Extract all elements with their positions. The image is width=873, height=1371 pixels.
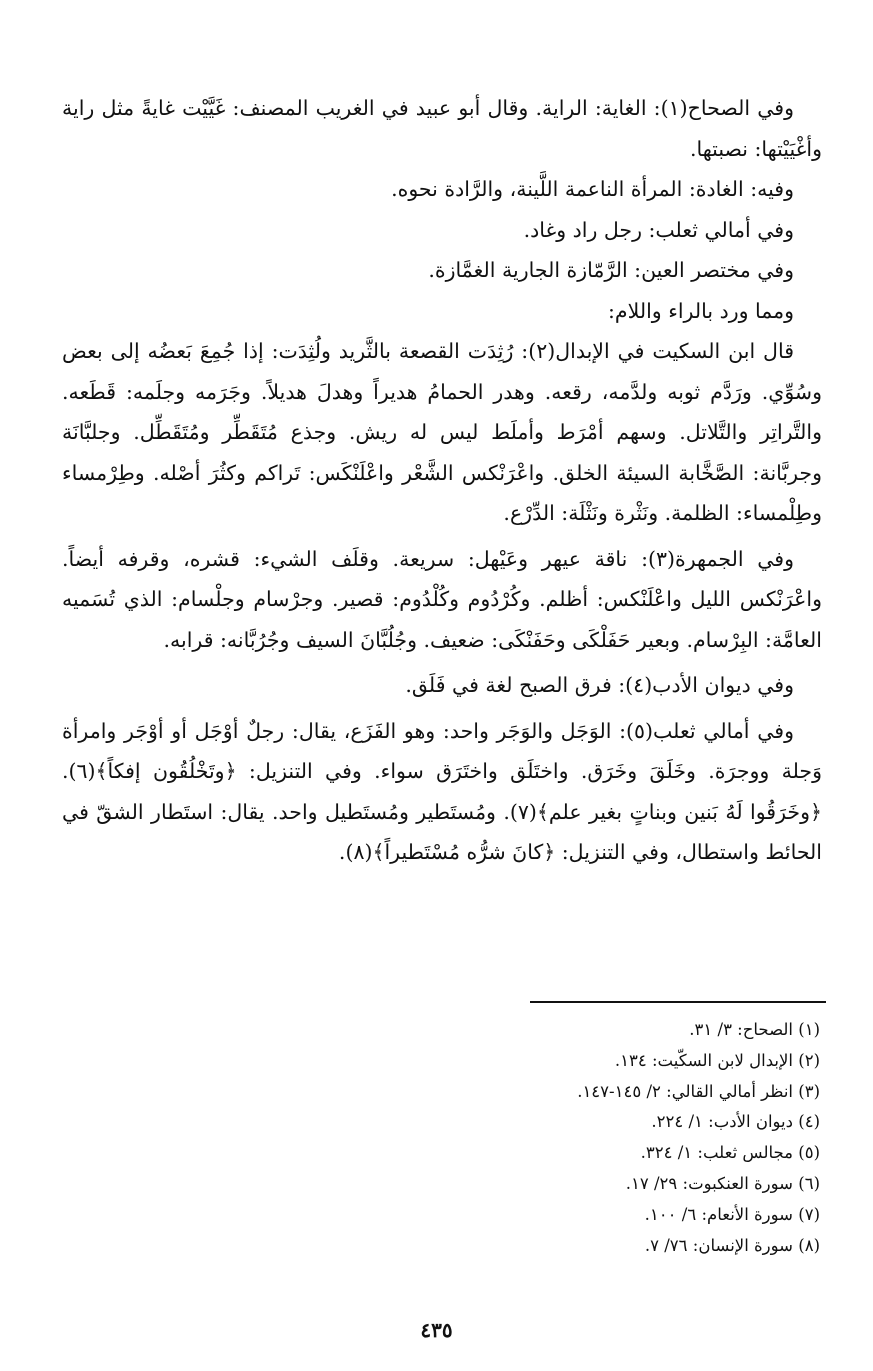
footnote-divider (530, 1001, 826, 1003)
page-body (62, 88, 822, 873)
footnote: (٦) سورة العنكبوت: ٢٩/ ١٧. (625, 1173, 820, 1193)
footnote: (٧) سورة الأنعام: ٦/ ١٠٠. (644, 1204, 820, 1224)
footnote: (٢) الإبدال لابن السكّيت: ١٣٤. (614, 1050, 820, 1070)
paragraph-diwan-al-adab: وفي ديوان الأدب(٤): فرق الصبح لغة في فَلَق. (405, 673, 794, 697)
footnote: (١) الصحاح: ٣/ ٣١. (689, 1020, 820, 1039)
paragraph-amali-thaalab: وفي أمالي ثعلب: رجل راد وغاد. (523, 217, 794, 242)
footnote: (٥) مجالس ثعلب: ١/ ٣٢٤. (640, 1143, 820, 1163)
footnotes (300, 1015, 820, 1261)
footnote: (٣) انظر أمالي القالي: ٢/ ١٤٥-١٤٧. (577, 1081, 820, 1101)
footnote: (٤) ديوان الأدب: ١/ ٢٢٤. (651, 1112, 820, 1132)
paragraph-ibn-al-sikkit: قال ابن السكيت في الإبدال(٢): رُثِدَت القصعة بالثَّريد ولُثِدَت: إذا جُمِعَ بَعضُه إلى بعض وسُوِّي. ورَدَّم ثوبه ولدَّمه، رقعه. وهدر الحمامُ هديراً وهدلَ هديلاً. وجَرَمه وجلَمه: قَطَعه. والتَّراتِر والتَّلاتل. وسهم أمْرَط وأملَط ليس له ريش. وجذع مُتَقَطِّر ومُتَقَطِّل. وجلبَّانَة وجربَّانة: الصَّخَّابة السيئة الخلق. واعْرَنْكس الشَّعْر واعْلَنْكَس: تَراكم وكثُرَ أصْله. وطِرْمساء وطِلْمساء: الظلمة. ونَثْرة ونَثْلَة: الدِّرْع. (62, 339, 822, 525)
paragraph-ghada: وفيه: الغادة: المرأة الناعمة اللَّينة، والرَّادة نحوه. (391, 177, 794, 201)
paragraph-jamhara: وفي الجمهرة(٣): ناقة عيهر وعَيْهل: سريعة. وقلَف الشيء: قشره، وقرفه أيضاً. واعْرَنْكس الليل واعْلَنْكس: أظلم. وكُرْدُوم وكُلْدُوم: قصير. وجرْسام وجلْسام: الذي تُسَميه العامَّة: البِرْسام. وبعير حَفَلْكَى وحَفَنْكَى: ضعيف. وجُلُبَّانَ السيف وجُرُبَّانه: قرابه. (62, 546, 822, 652)
paragraph-amali-thaalab-wajal: وفي أمالي ثعلب(٥): الوَجَل والوَجَر واحد: وهو الفَزَع، يقال: رجلٌ أوْجَل أو أوْجَر وامرأة وَجلة ووجرَة. وخَلَقَ وخَرَق. واختَلَق واختَرَق سواء. وفي التنزيل: ﴿وتَخْلُقُون إفكاً﴾(٦). ﴿وخَرَقُوا لَهُ بَنين وبناتٍ بغير علم﴾(٧). ومُستَطير ومُستَطيل واحد. يقال: استَطار الشقّ في الحائط واستطال، وفي التنزيل: ﴿كانَ شرُّه مُسْتَطيراً﴾(٨). (62, 718, 822, 864)
paragraph-sihah: وفي الصحاح(١): الغاية: الراية. وقال أبو عبيد في الغريب المصنف: غَيَّيْت غايةً مثل راية وأغْيَيْتها: نصبتها. (62, 96, 822, 161)
paragraph-ra-lam-heading: ومما ورد بالراء واللام: (608, 298, 794, 323)
footnote: (٨) سورة الإنسان: ٧٦/ ٧. (644, 1235, 820, 1255)
page-number: ٤٣٥ (420, 1318, 453, 1342)
paragraph-mukhtasar-al-ayn: وفي مختصر العين: الرَّمّازة الجارية الغمَّازة. (428, 258, 794, 282)
